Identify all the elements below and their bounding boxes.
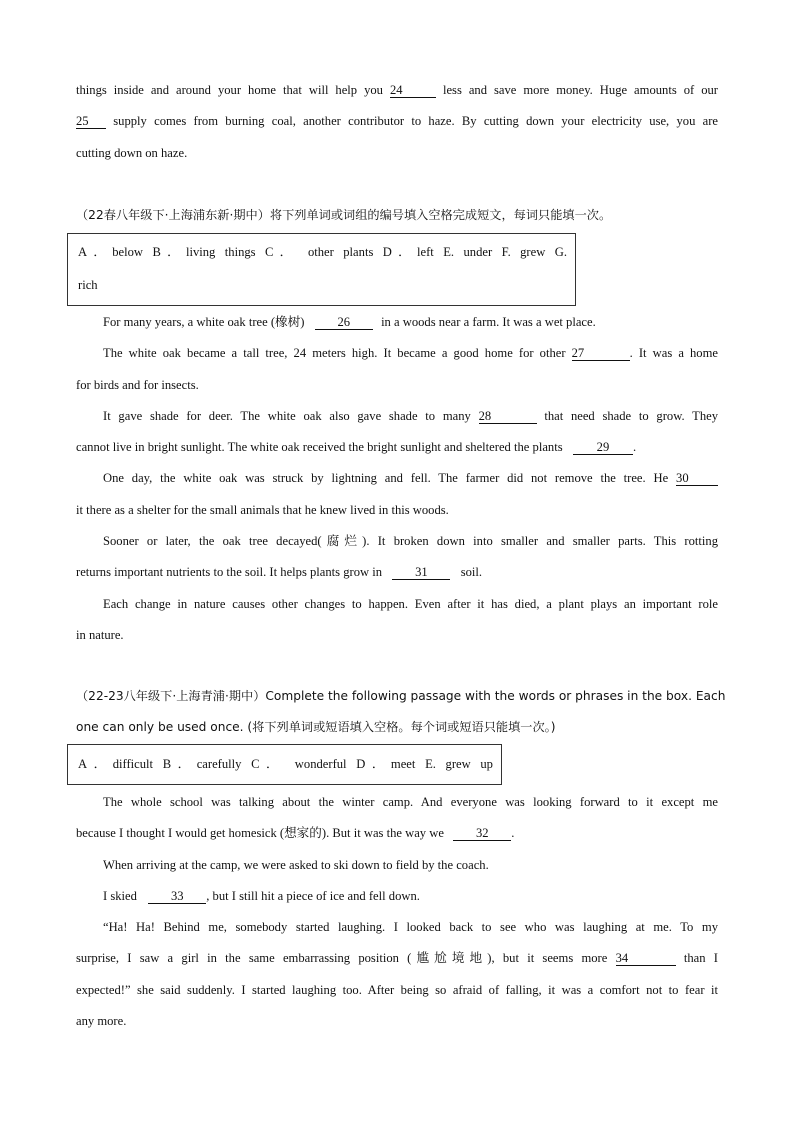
text: soil. (460, 565, 483, 580)
text: , but I still hit a piece of ice and fell down. (206, 888, 420, 903)
section-1-passage (76, 307, 718, 651)
text: than I (683, 951, 719, 966)
option-e: E. under (443, 245, 493, 259)
text-line: it there as a shelter for the small animals that he knew lived in this woods. (76, 502, 449, 517)
text: . (511, 826, 515, 841)
text-line (76, 338, 718, 369)
word-box-2 (67, 744, 502, 785)
option-c-label: C． (251, 757, 286, 771)
text-line (76, 881, 718, 912)
text-line: cutting down on haze. (76, 145, 188, 160)
option-b: B．living things (152, 245, 256, 259)
passage-1-tail (76, 75, 718, 169)
blank-28[interactable]: 28 (479, 409, 537, 424)
text: returns important nutrients to the soil. It helps plants grow in (76, 565, 383, 580)
text: things inside and around your home that will help you (76, 83, 383, 97)
text-line (76, 307, 718, 338)
text-line: Each change in nature causes other changes to happen. Even after it has died, a plant plays an important role (103, 596, 718, 611)
word-box-line (68, 234, 575, 271)
text: because I thought I would get homesick (想家的). But it was the way we (76, 826, 444, 841)
text: cannot live in bright sunlight. The white oak received the bright sunlight and sheltered the plants (76, 440, 563, 455)
blank-29[interactable]: 29 (573, 440, 633, 455)
text-line (76, 818, 718, 849)
text-line (76, 943, 718, 974)
text: supply comes from burning coal, another contributor to haze. By cutting down your electricity use, you are (113, 114, 718, 129)
text: I skied (103, 888, 137, 903)
text-line (76, 401, 718, 432)
section-2-passage (76, 787, 718, 1037)
text-line (76, 106, 718, 137)
option-d: D．left (382, 245, 434, 259)
option-c-text: other plants (307, 245, 374, 259)
text: less and save more money. Huge amounts of our (442, 83, 718, 97)
text-line (76, 75, 718, 106)
option-e: E. grew up (425, 757, 493, 771)
text: . It was a home (629, 346, 718, 361)
text-line: in nature. (76, 627, 124, 642)
option-c-text: wonderful (294, 757, 347, 771)
section-1-heading: （22春八年级下·上海浦东新·期中）将下列单词或词组的编号填入空格完成短文，每词只能填一次。 (76, 208, 612, 222)
option-a: A．difficult (78, 757, 154, 771)
text: For many years, a white oak tree (橡树) (103, 315, 305, 329)
text: in a woods near a farm. It was a wet place. (381, 315, 596, 329)
text: . (632, 440, 637, 455)
text-line (76, 557, 718, 588)
option-a: A．below (78, 245, 144, 259)
text-line: The whole school was talking about the winter camp. And everyone was looking forward to it except me (103, 795, 718, 809)
option-d: D．meet (356, 757, 416, 771)
text: The white oak became a tall tree, 24 meters high. It became a good home for other (103, 346, 566, 361)
blank-33[interactable]: 33 (148, 889, 206, 904)
word-box-1 (67, 233, 576, 306)
option-c-label: C． (265, 245, 299, 259)
option-g-text: rich (78, 278, 98, 292)
blank-32[interactable]: 32 (453, 826, 511, 841)
blank-34[interactable]: 34 (616, 951, 676, 966)
section-2-heading: （22-23八年级下·上海青浦·期中）Complete the following passage with the words or phrases in the box. Each one can only be used once. (将下列单词或短语填入空格。每个词或短语只能填一次。) (76, 689, 726, 735)
text-line: “Ha! Ha! Behind me, somebody started laughing. I looked back to see who was laughing at me. To my (103, 920, 718, 935)
text: One day, the white oak was struck by lightning and fell. The farmer did not remove the tree. He (103, 471, 669, 486)
text-line (76, 463, 718, 494)
blank-25[interactable]: 25 (76, 114, 106, 129)
blank-31[interactable]: 31 (392, 565, 450, 580)
blank-30[interactable]: 30 (676, 471, 718, 486)
blank-26[interactable]: 26 (315, 315, 373, 330)
text: It gave shade for deer. The white oak also gave shade to many (103, 408, 471, 423)
text-line (76, 432, 718, 463)
blank-24[interactable]: 24 (390, 83, 436, 98)
word-box-line (68, 745, 501, 784)
option-f: F. grew (501, 245, 546, 259)
blank-27[interactable]: 27 (572, 346, 630, 361)
text-line: for birds and for insects. (76, 377, 199, 392)
text-line: When arriving at the camp, we were asked to ski down to field by the coach. (103, 857, 489, 872)
text-line: any more. (76, 1014, 127, 1029)
text: that need shade to grow. They (544, 408, 719, 423)
text: surprise, I saw a girl in the same embarrassing position (尴尬境地), but it seems more (76, 951, 608, 966)
text-line: expected!” she said suddenly. I started laughing too. After being so afraid of falling, it was a comfort not to fear it (76, 982, 718, 997)
option-b: B．carefully (162, 757, 242, 771)
text-line: Sooner or later, the oak tree decayed(腐烂). It broken down into smaller and smaller parts. This rotting (103, 534, 718, 549)
option-g-label: G. (554, 245, 567, 259)
